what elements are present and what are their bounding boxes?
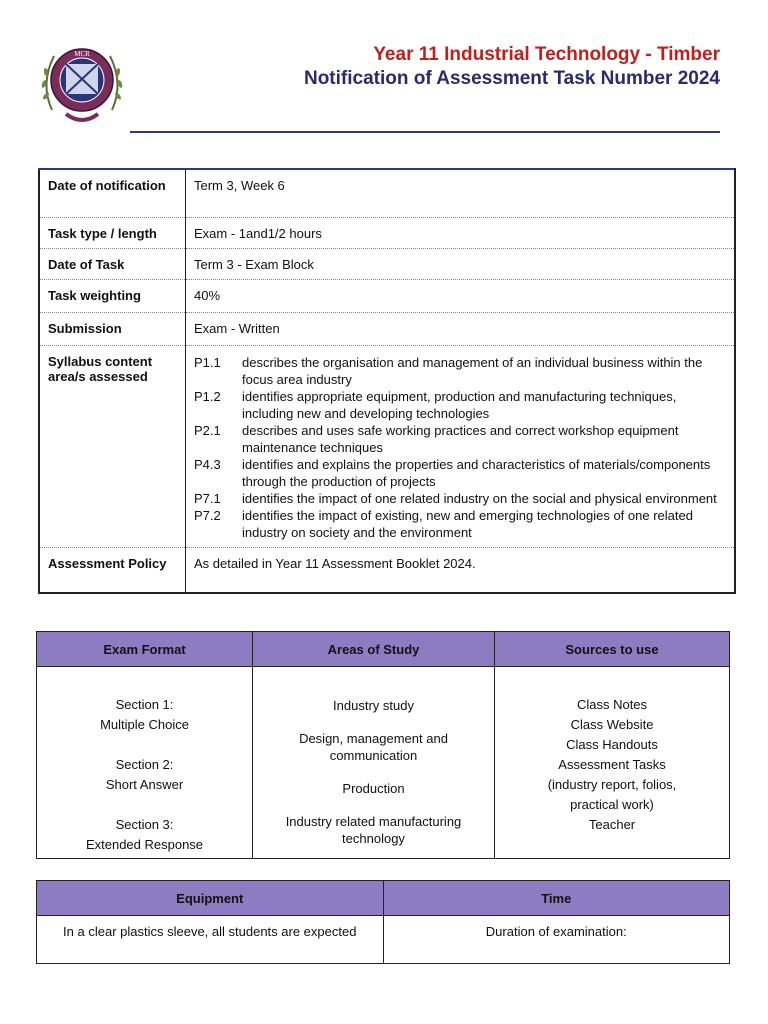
table-header-row — [37, 632, 730, 667]
syllabus-item — [194, 456, 728, 490]
row-label: Syllabus content area/s assessed — [39, 345, 186, 547]
row-value: 40% — [186, 279, 736, 312]
crest-text: MCR — [74, 50, 90, 58]
cell-line: Section 3: — [115, 817, 174, 832]
cell-line: Design, management and communication — [299, 731, 448, 763]
outcome-code: P7.1 — [194, 490, 221, 506]
syllabus-item — [194, 422, 728, 456]
outcome-text: identifies appropriate equipment, production and manufacturing techniques, including new and developing technologies — [242, 388, 677, 421]
table-row — [37, 667, 730, 859]
table-row — [39, 312, 735, 345]
cell-line: Industry related manufacturing technology — [285, 814, 462, 846]
column-header: Equipment — [37, 881, 384, 916]
cell-line: Production — [342, 781, 405, 796]
row-label: Date of Task — [39, 248, 186, 279]
outcome-text: describes the organisation and management of an individual business within the focus area industry — [242, 354, 703, 387]
equipment-table — [36, 880, 730, 964]
equipment-cell: In a clear plastics sleeve, all students are expected — [37, 916, 384, 964]
outcome-code: P2.1 — [194, 422, 221, 438]
column-header: Time — [383, 881, 730, 916]
outcome-text: identifies the impact of one related industry on the social and physical environment — [242, 490, 717, 506]
row-value: Term 3 - Exam Block — [186, 248, 736, 279]
sources-cell — [495, 667, 730, 859]
table-row — [37, 916, 730, 964]
page-subtitle: Notification of Assessment Task Number 2024 — [303, 68, 720, 89]
row-value: Exam - Written — [186, 312, 736, 345]
areas-of-study-cell — [253, 667, 495, 859]
cell-line: Class Handouts — [566, 737, 658, 752]
page-title: Year 11 Industrial Technology - Timber — [373, 44, 720, 65]
table-row — [39, 169, 735, 217]
table-row — [39, 279, 735, 312]
outcome-text: identifies the impact of existing, new and emerging technologies of one related industry on society and the environment — [242, 507, 693, 540]
syllabus-item — [194, 388, 728, 422]
cell-line: Teacher — [588, 817, 636, 832]
table-row — [39, 217, 735, 248]
header-divider — [130, 131, 720, 133]
row-label: Task weighting — [39, 279, 186, 312]
syllabus-item — [194, 490, 728, 507]
task-info-table — [38, 168, 736, 594]
column-header: Areas of Study — [253, 632, 495, 667]
column-header: Sources to use — [495, 632, 730, 667]
cell-line: Industry study — [333, 698, 414, 713]
cell-line: Assessment Tasks — [558, 757, 666, 772]
table-header-row — [37, 881, 730, 916]
school-crest-logo — [36, 40, 128, 130]
row-value: As detailed in Year 11 Assessment Booklet 2024. — [194, 555, 476, 571]
cell-line: (industry report, folios, — [547, 777, 677, 792]
exam-format-table — [36, 631, 730, 859]
row-label: Date of notification — [39, 169, 186, 217]
cell-line: Section 2: — [115, 757, 174, 772]
table-row — [39, 248, 735, 279]
cell-line: Multiple Choice — [100, 717, 189, 732]
row-label: Assessment Policy — [39, 547, 186, 593]
row-value: Term 3, Week 6 — [186, 169, 736, 217]
cell-line: Class Notes — [576, 697, 648, 712]
cell-line: practical work) — [570, 797, 654, 812]
row-label: Submission — [39, 312, 186, 345]
syllabus-list — [186, 345, 736, 547]
column-header: Exam Format — [37, 632, 253, 667]
outcome-code: P4.3 — [194, 456, 221, 472]
cell-line: Class Website — [570, 717, 654, 732]
cell-line: Section 1: — [115, 697, 174, 712]
table-row — [39, 547, 735, 593]
syllabus-item — [194, 354, 728, 388]
outcome-code: P7.2 — [194, 507, 221, 523]
outcome-code: P1.1 — [194, 354, 221, 370]
outcome-text: identifies and explains the properties and characteristics of materials/components through the production of projects — [242, 456, 711, 489]
outcome-code: P1.2 — [194, 388, 221, 404]
outcome-text: describes and uses safe working practices and correct workshop equipment maintenance techniques — [242, 422, 679, 455]
row-label: Task type / length — [39, 217, 186, 248]
cell-line: Short Answer — [105, 777, 184, 792]
row-value: Exam - 1and1/2 hours — [186, 217, 736, 248]
exam-format-cell — [37, 667, 253, 859]
time-cell: Duration of examination: — [383, 916, 730, 964]
syllabus-item — [194, 507, 728, 541]
table-row — [39, 345, 735, 547]
cell-line: Extended Response — [85, 837, 204, 852]
